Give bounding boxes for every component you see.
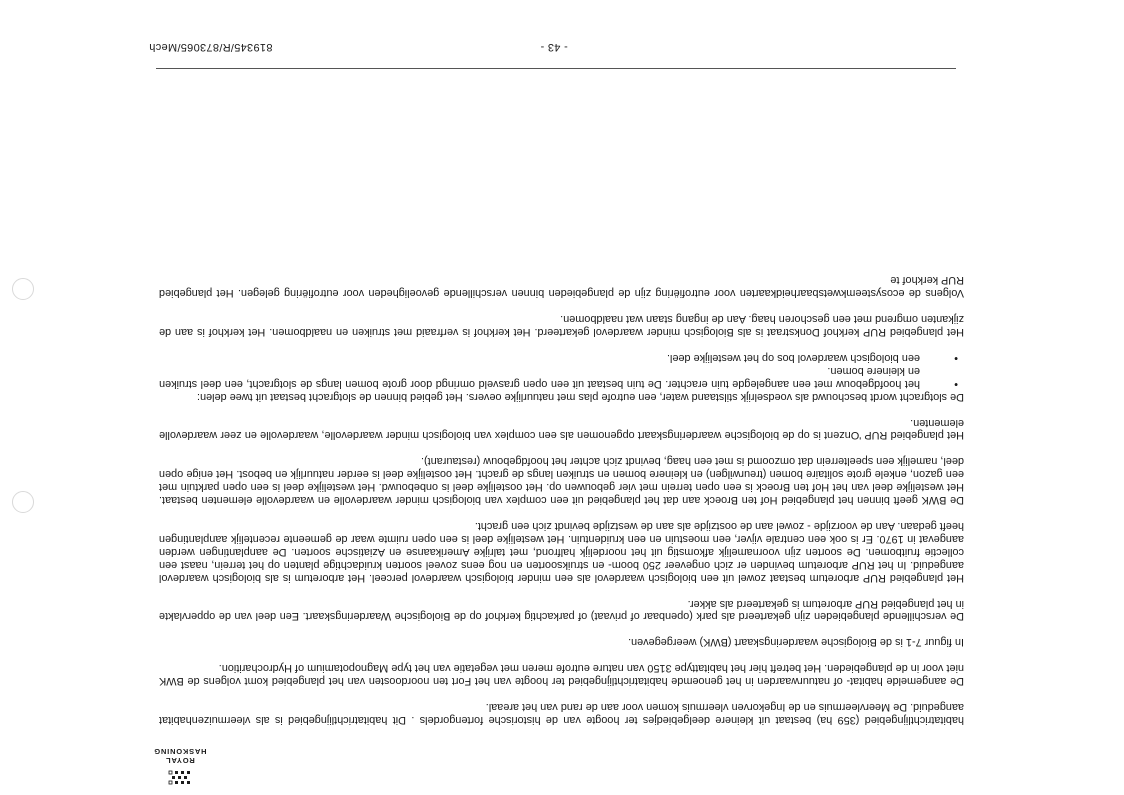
paragraph-10: Volgens de ecosysteemkwetsbaarheidkaarten voor eutrofiëring zijn de plangebieden binnen verschillende gevoeligheden voor eutrofiëring gelegen. Het plangebied RUP kerkhof te bbox=[159, 274, 964, 300]
paragraph-1: habitatrichtlijngebied (359 ha) bestaat uit kleinere deelgebiedjes ter hoogte van de historische fortengordels . Dit habitatrichtlijngebied is als vleermuizenhabitat aangeduid. De Meervleermuis en de Ingekorven vleermuis komen voor aan de rand van het areaal. bbox=[159, 701, 964, 726]
logo-text: ROYAL HASKONING bbox=[153, 747, 207, 765]
punch-hole-mark bbox=[12, 491, 34, 513]
paragraph-5: Het plangebied RUP arboretum bestaat zowel uit een biologisch waardevol als een minder biologisch waardevol perceel. Het arboretum is als biologisch waardevol aangeduid. In het RUP arboretum bevinden er zich ongeveer 250 boom- en struiksoorten en nog eens zoveel soorten kruidachtige planten op het terrein, naast een collectie fruitbomen. De soorten zijn voornamelijk afkomstig uit het noordelijk halfrond, met talrijke Amerikaanse en Aziatische soorten. De aanplantingen werden aangevat in 1970. Er is ook een centrale vijver, een moestuin en een kruidentuin. Het westelijke deel is een open ruimte waar de gemeente recentelijk aanplantingen heeft gedaan. Aan de voorzijde - zowel aan de oostzijde als aan de westzijde bevindt zich een gracht. bbox=[159, 520, 964, 584]
document-reference: 819345/R/873065/Mech bbox=[149, 41, 273, 53]
bullet-item: • het hoofdgebouw met een aangelegde tuin erachter. De tuin bestaat uit een open grasveld omringd door grote bomen langs de slotgracht, een deel struiken en kleinere bomen. bbox=[159, 364, 964, 390]
punch-hole-mark bbox=[12, 278, 34, 300]
paragraph-9: Het plangebied RUP kerkhof Donkstraat is als Biologisch minder waardevol gekarteerd. Het kerkhof is verfraaid met struiken en naaldbomen. Het kerkhof is aan de zijkanten omgrend met een geschoren haag. Aan de ingang staan wat naaldbomen. bbox=[159, 313, 964, 339]
paragraph-4: De verschillende plangebieden zijn gekarteerd als park (openbaar of privaat) of parkachtig kerkhof op de Biologische Waarderingskaart. Een deel van de oppervlakte in het plangebied RUP arboretum is gekarteerd als akker. bbox=[159, 597, 964, 623]
header-rule bbox=[156, 68, 956, 69]
paragraph-3: In figuur 7-1 is de Biologische waarderingskaart (BWK) weergegeven. bbox=[628, 636, 964, 649]
paragraph-2: De aangemelde habitat- of natuurwaarden in het genoemde habitatrichtlijngebied ter hoogte van het Fort ten noordoosten van het plangebied komt volgens de BWK niet voor in de plangebieden. Het betreft hier het habitattype 3150 van nature eutrofe meren met vegetatie van het type Magnopotamium of Hydrocharition. bbox=[159, 662, 964, 688]
bullet-item: • een biologisch waardevol bos op het westelijke deel. bbox=[159, 351, 964, 364]
page-number: - 43 - bbox=[540, 41, 568, 53]
body-text bbox=[159, 273, 964, 795]
paragraph-7: Het plangebied RUP 'Onzent is op de biologische waarderingskaart opgenomen als een complex van biologisch minder waardevolle, waardevolle en zeer waardevolle elementen. bbox=[159, 416, 964, 442]
bullet-list bbox=[159, 351, 964, 390]
paragraph-8: De slotgracht wordt beschouwd als voedselrijk stilstaand water, een eutrofe plas met natuurlijke oevers. Het gebied binnen de slotgracht bestaat uit twee delen: bbox=[196, 390, 964, 403]
paragraph-6: De BWK geeft binnen het plangebied Hof ten Broeck aan dat het plangebied uit een complex van biologisch minder waardevolle en waardevolle elementen bestaat. Het westelijke deel van het Hof ten Broeck is een open terrein met vier gebouwen op. Het oostelijke deel is onbebouwd. Het westelijke deel is een open parktuin met een gazon, enkele grote solitaire bomen (treurwilgen) en kleinere bomen en struiken langs de gracht. Het oostelijke deel is eerder natuurlijk en bebost. Het enige open deel, namelijk een speelterrein dat omzoomd is met een haag, bevindt zich achter het hoofdgebouw (restaurant). bbox=[159, 455, 964, 507]
